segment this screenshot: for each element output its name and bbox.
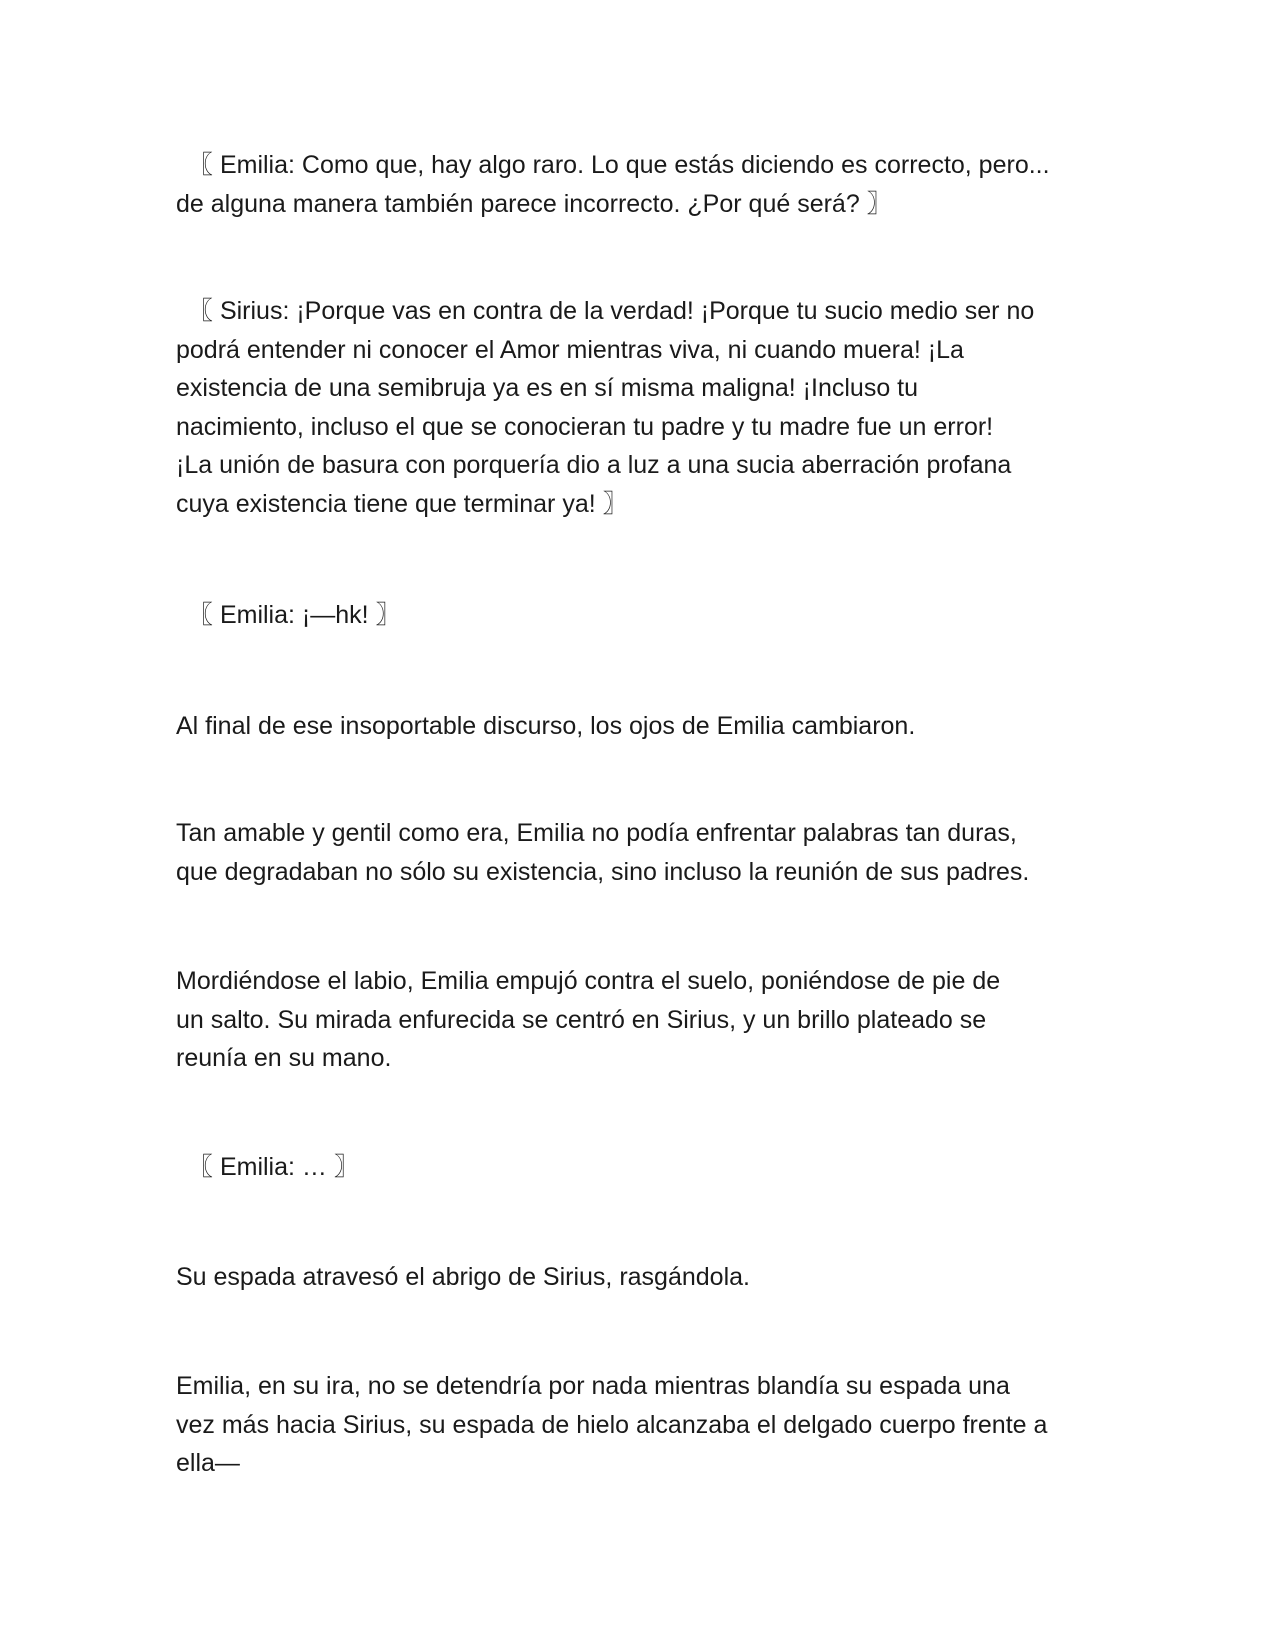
text-line: vez más hacia Sirius, su espada de hielo alcanzaba el delgado cuerpo frente a: [176, 1410, 1048, 1439]
text-line: cuya existencia tiene que terminar ya! 〗: [176, 489, 628, 518]
dialogue-emilia-1: [176, 146, 1096, 223]
text-line: que degradaban no sólo su existencia, sino incluso la reunión de sus padres.: [176, 857, 1030, 886]
text-line: 〖 Emilia: ¡—hk! 〗: [188, 601, 401, 629]
text-line: de alguna manera también parece incorrecto. ¿Por qué será? 〗: [176, 189, 892, 218]
narration-paragraph-5: [176, 1367, 1096, 1483]
text-line: 〖 Emilia: … 〗: [188, 1153, 359, 1181]
narration-paragraph-3: [176, 962, 1096, 1078]
text-line: Mordiéndose el labio, Emilia empujó contra el suelo, poniéndose de pie de: [176, 967, 1001, 995]
text-line: Su espada atravesó el abrigo de Sirius, rasgándola.: [176, 1263, 750, 1291]
text-line: ¡La unión de basura con porquería dio a luz a una sucia aberración profana: [176, 451, 1012, 479]
dialogue-emilia-3: [176, 1148, 1096, 1187]
dialogue-sirius: [176, 292, 1096, 523]
text-line: nacimiento, incluso el que se conocieran tu padre y tu madre fue un error!: [176, 412, 994, 441]
text-line: 〖 Sirius: ¡Porque vas en contra de la verdad! ¡Porque tu sucio medio ser no: [188, 297, 1035, 325]
text-line: ella—: [176, 1449, 240, 1477]
narration-paragraph-1: [176, 707, 1096, 746]
text-line: Tan amable y gentil como era, Emilia no podía enfrentar palabras tan duras,: [176, 819, 1017, 847]
text-line: Emilia, en su ira, no se detendría por nada mientras blandía su espada una: [176, 1372, 1010, 1400]
text-line: reunía en su mano.: [176, 1044, 392, 1072]
narration-paragraph-4: [176, 1258, 1096, 1297]
dialogue-emilia-2: [176, 596, 1096, 635]
text-line: un salto. Su mirada enfurecida se centró en Sirius, y un brillo plateado se: [176, 1005, 987, 1034]
text-line: 〖 Emilia: Como que, hay algo raro. Lo que estás diciendo es correcto, pero...: [188, 151, 1050, 179]
text-line: podrá entender ni conocer el Amor mientras viva, ni cuando muera! ¡La: [176, 335, 964, 364]
text-line: existencia de una semibruja ya es en sí misma maligna! ¡Incluso tu: [176, 374, 919, 402]
text-line: Al final de ese insoportable discurso, los ojos de Emilia cambiaron.: [176, 712, 916, 740]
narration-paragraph-2: [176, 814, 1096, 891]
